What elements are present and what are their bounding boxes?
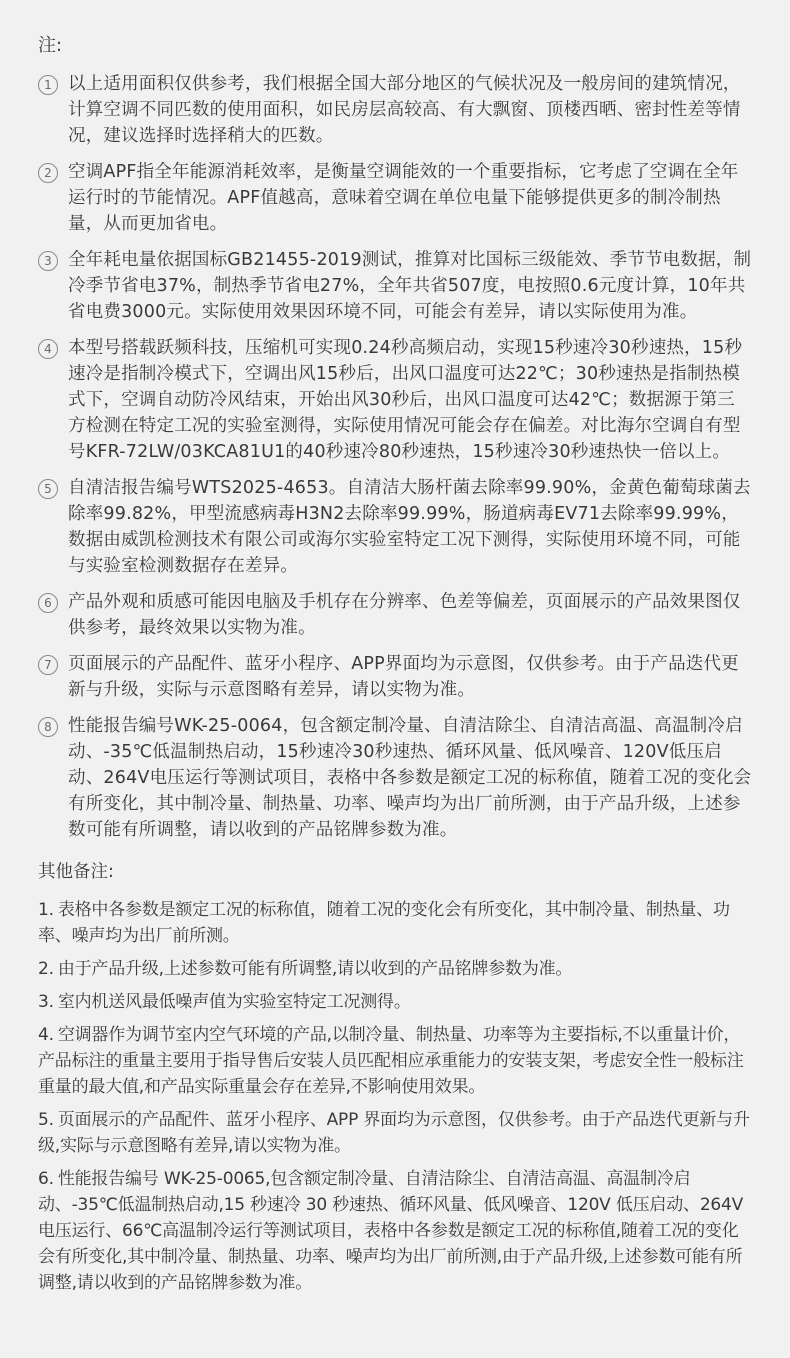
item-number: 3. [38, 992, 54, 1012]
note-text: 产品外观和质感可能因电脑及手机存在分辨率、色差等偏差，页面展示的产品效果图仅供参考，最终效果以实物为准。 [68, 592, 741, 638]
other-note-text: 空调器作为调节室内空气环境的产品,以制冷量、制热量、功率等为主要指标,不以重量计价，产品标注的重量主要用于指导售后安装人员匹配相应承重能力的安装支架，考虑安全性一般标注重量的最大值,和产品实际重量会存在差异,不影响使用效果。 [38, 1025, 744, 1097]
other-note-item-5 [38, 1107, 752, 1159]
circled-number-icon: 4 [38, 339, 58, 359]
circled-number-icon: 2 [38, 163, 58, 183]
note-item-6 [38, 589, 752, 641]
note-item-5 [38, 475, 752, 579]
other-note-item-4 [38, 1022, 752, 1100]
other-note-text: 由于产品升级,上述参数可能有所调整,请以收到的产品铭牌参数为准。 [57, 959, 573, 979]
note-item-1 [38, 71, 752, 149]
other-notes-heading: 其他备注: [38, 862, 114, 882]
note-text: 自清洁报告编号WTS2025-4653。自清洁大肠杆菌去除率99.90%，金黄色葡萄球菌去除率99.82%，甲型流感病毒H3N2去除率99.99%，肠道病毒EV71去除率99.99%，数据由威凯检测技术有限公司或海尔实验室特定工况下测得，实际使用环境不同，可能与实验室检测数据存在差异。 [68, 478, 751, 576]
notes-heading: 注: [38, 35, 63, 56]
note-item-7 [38, 651, 752, 703]
other-note-item-1 [38, 897, 752, 949]
note-text: 以上适用面积仅供参考，我们根据全国大部分地区的气候状况及一般房间的建筑情况，计算空调不同匹数的使用面积，如民房层高较高、有大飘窗、顶楼西晒、密封性差等情况，建议选择时选择稍大的匹数。 [68, 74, 741, 146]
note-item-4 [38, 335, 752, 465]
other-note-text: 页面展示的产品配件、蓝牙小程序、APP 界面均为示意图，仅供参考。由于产品迭代更新与升级,实际与示意图略有差异,请以实物为准。 [38, 1110, 750, 1156]
other-note-item-6 [38, 1166, 752, 1296]
circled-number-icon: 3 [38, 251, 58, 271]
item-number: 2. [38, 959, 54, 979]
circled-number-icon: 1 [38, 75, 58, 95]
notes-list [38, 71, 752, 843]
circled-number-icon: 5 [38, 479, 58, 499]
note-text: 性能报告编号WK-25-0064，包含额定制冷量、自清洁除尘、自清洁高温、高温制冷启动、-35℃低温制热启动，15秒速冷30秒速热、循环风量、低风噪音、120V低压启动、264V电压运行等测试项目，表格中各参数是额定工况的标称值，随着工况的变化会有所变化，其中制冷量、制热量、功率、噪声均为出厂前所测，由于产品升级，上述参数可能有所调整，请以收到的产品铭牌参数为准。 [68, 716, 752, 840]
other-note-text: 性能报告编号 WK-25-0065,包含额定制冷量、自清洁除尘、自清洁高温、高温制冷启动、-35℃低温制热启动,15 秒速冷 30 秒速热、循环风量、低风噪音、120V 低压启动、264V 电压运行、66℃高温制冷运行等测试项目，表格中各参数是额定工况的标称值,随着工况的变化会有所变化,其中制冷量、制热量、功率、噪声均为出厂前所测,由于产品升级,上述参数可能有所调整,请以收到的产品铭牌参数为准。 [38, 1169, 744, 1293]
circled-number-icon: 7 [38, 655, 58, 675]
item-number: 6. [38, 1169, 54, 1189]
item-number: 4. [38, 1025, 54, 1045]
other-note-text: 室内机送风最低噪声值为实验室特定工况测得。 [57, 992, 411, 1012]
other-note-item-3 [38, 989, 752, 1015]
note-item-8 [38, 713, 752, 843]
item-number: 5. [38, 1110, 54, 1130]
other-notes-list [38, 897, 752, 1296]
note-text: 空调APF指全年能源消耗效率，是衡量空调能效的一个重要指标，它考虑了空调在全年运行时的节能情况。APF值越高，意味着空调在单位电量下能够提供更多的制冷制热量，从而更加省电。 [68, 162, 739, 234]
note-text: 页面展示的产品配件、蓝牙小程序、APP界面均为示意图，仅供参考。由于产品迭代更新与升级，实际与示意图略有差异，请以实物为准。 [68, 654, 739, 700]
note-item-2 [38, 159, 752, 237]
note-text: 全年耗电量依据国标GB21455-2019测试，推算对比国标三级能效、季节节电数据，制冷季节省电37%，制热季节省电27%，全年共省507度，电按照0.6元度计算，10年共省电费3000元。实际使用效果因环境不同，可能会有差异，请以实际使用为准。 [68, 250, 752, 322]
circled-number-icon: 6 [38, 593, 58, 613]
other-note-text: 表格中各参数是额定工况的标称值，随着工况的变化会有所变化，其中制冷量、制热量、功率、噪声均为出厂前所测。 [38, 900, 730, 946]
other-note-item-2 [38, 956, 752, 982]
circled-number-icon: 8 [38, 717, 58, 737]
note-item-3 [38, 247, 752, 325]
note-text: 本型号搭载跃频科技，压缩机可实现0.24秒高频启动，实现15秒速冷30秒速热，15秒速冷是指制冷模式下，空调出风15秒后，出风口温度可达22℃；30秒速热是指制热模式下，空调自动防冷风结束，开始出风30秒后，出风口温度可达42℃；数据源于第三方检测在特定工况的实验室测得，实际使用情况可能会存在偏差。对比海尔空调自有型号KFR-72LW/03KCA81U1的40秒速冷80秒速热，15秒速冷30秒速热快一倍以上。 [68, 338, 743, 462]
item-number: 1. [38, 900, 54, 920]
